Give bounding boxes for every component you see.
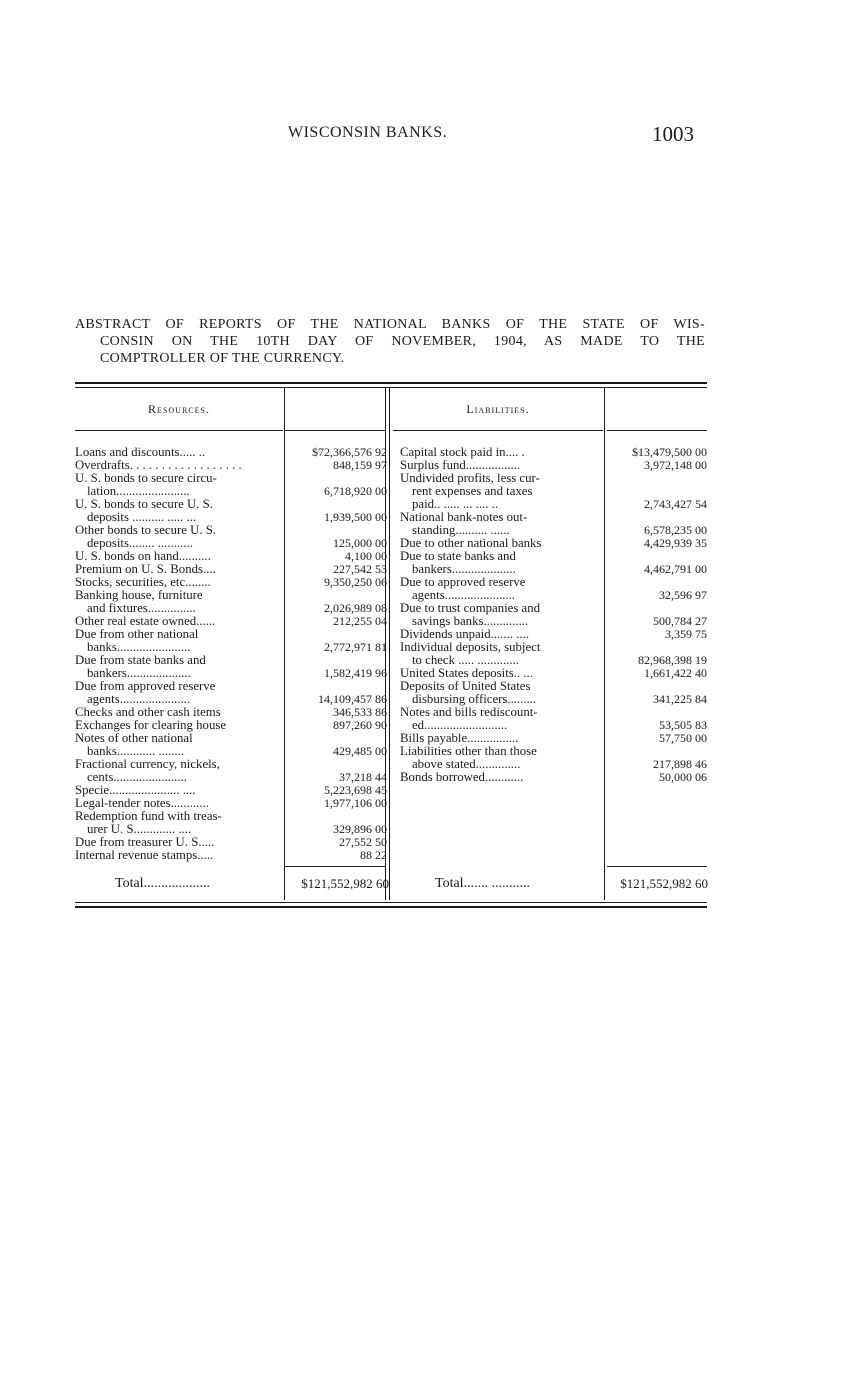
abstract-title-line-1: ABSTRACT OF REPORTS OF THE NATIONAL BANKS OF THE STATE OF WIS- [75,317,705,332]
table-row: standing.......... ...... 6,578,235 00 [412,523,707,537]
table-top-rule [75,382,707,384]
table-row: Deposits of United States [400,680,531,693]
resources-heading-rule [75,430,283,431]
table-row: Premium on U. S. Bonds.... 227,542 53 [75,562,387,576]
abstract-title-line-3: COMPTROLLER OF THE CURRENCY. [100,351,345,366]
table-row: U. S. bonds to secure U. S. [75,498,213,511]
table-row: Surplus fund................. 3,972,148 00 [400,458,707,472]
table-row: Due to trust companies and [400,602,541,615]
table-row: agents...................... 14,109,457 86 [87,692,387,706]
table-row: Due from approved reserve [75,680,216,693]
table-row: and fixtures............... 2,026,989 08 [87,601,387,615]
table-row: Capital stock paid in.... . $13,479,500 00 [400,445,707,459]
table-row: disbursing officers......... 341,225 84 [412,692,707,706]
liabilities-total-amount: $121,552,982 60 [620,876,708,891]
table-row: Due from other national [75,628,199,641]
table-row: Redemption fund with treas- [75,810,222,823]
table-row: Checks and other cash items 346,533 86 [75,705,387,719]
table-row: Bonds borrowed............ 50,000 06 [400,770,707,784]
table-row: U. S. bonds to secure circu- [75,472,217,485]
table-row: U. S. bonds on hand.......... 4,100 00 [75,549,387,563]
table-row: Liabilities other than those [400,745,537,758]
table-row: paid.. ..... ... .... .. 2,743,427 54 [412,497,707,511]
page-number: 1003 [652,122,694,146]
table-row: Legal-tender notes............ 1,977,106 00 [75,796,387,810]
resources-total-amount: $121,552,982 60 [301,876,389,891]
abstract-title [75,316,705,367]
table-row: Due to state banks and [400,550,516,563]
table-row: Overdrafts. . . . . . . . . . . . . . . . . . 848,159 97 [75,458,387,472]
table-row: Exchanges for clearing house 897,260 90 [75,718,387,732]
table-row: Individual deposits, subject [400,641,541,654]
divider-resources-right-2 [389,388,390,900]
table-row: urer U. S............. .... 329,896 00 [87,822,387,836]
table-row: deposits .......... ..... ... 1,939,500 00 [87,510,387,524]
resources-total-label: Total................... [115,876,211,891]
table-row: Due from treasurer U. S..... 27,552 50 [75,835,387,849]
liabilities-heading: Liabilities. [466,402,530,416]
table-row: Stocks, securities, etc........ 9,350,250 06 [75,575,387,589]
liabilities-amount-heading-rule [607,430,707,431]
table-row: Banking house, furniture [75,589,203,602]
table-top-rule-2 [75,387,707,388]
table-row: banks............ ........ 429,485 00 [87,744,387,758]
table-row: savings banks.............. 500,784 27 [412,614,707,628]
table-row: Dividends unpaid....... .... 3,359 75 [400,627,707,641]
table-row: United States deposits.. ... 1,661,422 40 [400,666,707,680]
table-row: above stated.............. 217,898 46 [412,757,707,771]
table-row: agents...................... 32,596 97 [412,588,707,602]
table-row: deposits........ ........... 125,000 00 [87,536,387,550]
running-title: WISCONSIN BANKS. [288,124,448,141]
resources-total-rule [285,866,385,867]
resources-column [75,446,385,866]
table-row: Notes and bills rediscount- [400,706,538,719]
table-row: National bank-notes out- [400,511,528,524]
table-row: rent expenses and taxes [412,485,533,498]
liabilities-heading-rule [393,430,603,431]
table-row: lation....................... 6,718,920 00 [87,484,387,498]
liabilities-total-label: Total....... ........... [435,876,531,891]
table-row: Due from state banks and [75,654,206,667]
table-row: bankers.................... 4,462,791 00 [412,562,707,576]
table-row: Due to other national banks 4,429,939 35 [400,536,707,550]
table-row: Other bonds to secure U. S. [75,524,217,537]
abstract-table [75,382,707,912]
resources-amount-heading-rule [285,430,385,431]
table-bottom-rule-2 [75,906,707,908]
table-row: cents....................... 37,218 44 [87,770,387,784]
table-row: Loans and discounts..... .. $72,366,576 92 [75,445,387,459]
page-header [0,124,859,154]
abstract-title-line-2: CONSIN ON THE 10TH DAY OF NOVEMBER, 1904, AS MADE TO THE [100,334,705,349]
table-row: Bills payable................ 57,750 00 [400,731,707,745]
liabilities-column [400,446,707,866]
liabilities-total-rule [607,866,707,867]
table-bottom-rule [75,902,707,903]
table-row: Due to approved reserve [400,576,526,589]
table-row: Fractional currency, nickels, [75,758,220,771]
table-row: Specie...................... .... 5,223,698 45 [75,783,387,797]
table-row: Other real estate owned...... 212,255 04 [75,614,387,628]
table-row: ed.......................... 53,505 83 [412,718,707,732]
table-row: banks....................... 2,772,971 81 [87,640,387,654]
table-row: to check ..... ............. 82,968,398 19 [412,653,707,667]
table-row: Internal revenue stamps..... 88 22 [75,848,387,862]
table-row: Notes of other national [75,732,193,745]
resources-heading: Resources. [148,402,210,416]
table-row: Undivided profits, less cur- [400,472,540,485]
table-row: bankers.................... 1,582,419 96 [87,666,387,680]
